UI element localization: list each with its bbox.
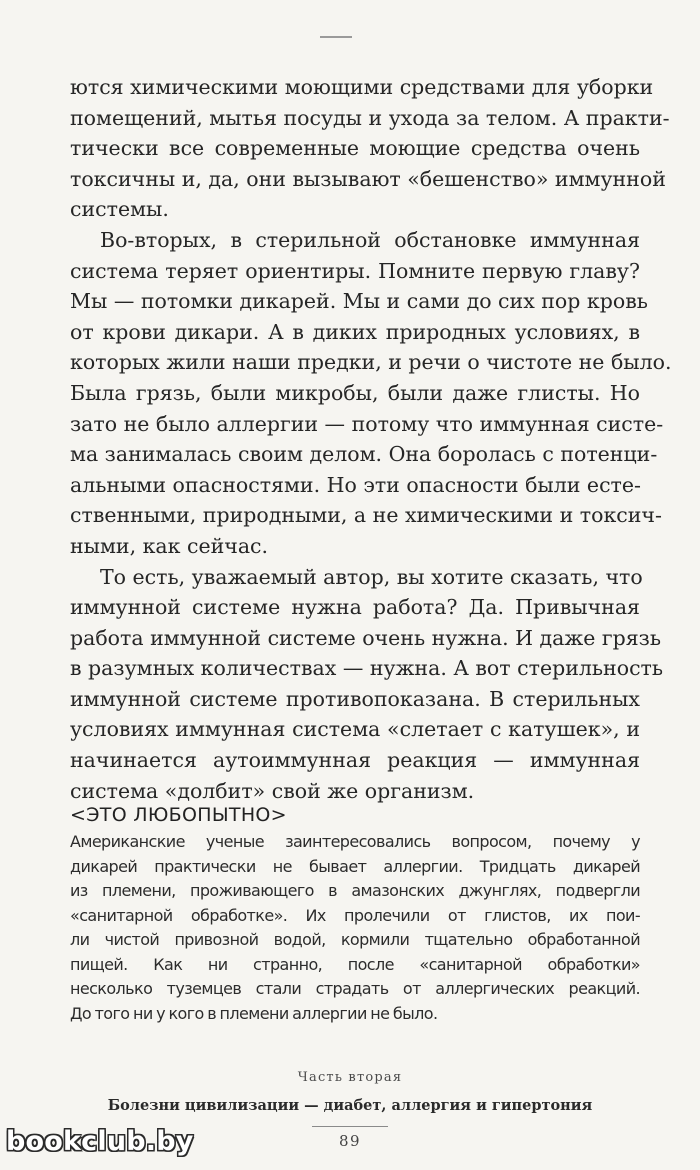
- body-line: ными, как сейчас.: [70, 533, 269, 558]
- body-line: работа иммунной системе очень нужна. И даже грязь: [70, 625, 662, 650]
- body-line: Мы — потомки дикарей. Мы и сами до сих пор кровь: [70, 289, 648, 314]
- running-header-part: Часть вторая: [297, 1070, 403, 1085]
- note-heading: <ЭТО ЛЮБОПЫТНО>: [70, 804, 287, 826]
- body-line: иммунной системе противопоказана. В стерильных: [70, 686, 640, 711]
- note-line: из племени, проживающего в амазонских джунглях, подвергли: [70, 881, 640, 900]
- top-rule: [320, 36, 352, 38]
- body-line: система теряет ориентиры. Помните первую главу?: [70, 258, 640, 283]
- note-line: ли чистой привозной водой, кормили тщательно обработанной: [70, 930, 640, 949]
- body-line: альными опасностями. Но эти опасности были есте-: [70, 472, 641, 497]
- body-line: система «долбит» свой же организм.: [70, 778, 475, 803]
- body-line: зато не было аллергии — потому что иммунная систе-: [70, 411, 664, 436]
- body-line: от крови дикари. А в диких природных условиях, в: [70, 319, 640, 344]
- page-number: 89: [338, 1132, 362, 1150]
- running-header-title: Болезни цивилизации — диабет, аллергия и гипертония: [107, 1097, 593, 1114]
- body-line: условиях иммунная система «слетает с катушек», и: [70, 717, 640, 742]
- body-line: ственными, природными, а не химическими и токсич-: [70, 503, 662, 528]
- body-line: начинается аутоиммунная реакция — иммунная: [70, 748, 640, 773]
- note-line: До того ни у кого в племени аллергии не было.: [70, 1003, 438, 1023]
- page-number-rule: [312, 1126, 388, 1127]
- body-line: Во-вторых, в стерильной обстановке иммунная: [100, 227, 640, 252]
- watermark-logo: bookclub.by: [6, 1126, 194, 1157]
- body-line: Была грязь, были микробы, были даже глисты. Но: [70, 380, 640, 405]
- note-line: несколько туземцев стали страдать от аллергических реакций.: [70, 979, 640, 998]
- body-line: ма занималась своим делом. Она боролась с потенци-: [70, 442, 658, 467]
- note-line: Американские ученые заинтересовались вопросом, почему у: [70, 832, 640, 851]
- body-line: в разумных количествах — нужна. А вот стерильность: [70, 656, 664, 681]
- body-line: То есть, уважаемый автор, вы хотите сказать, что: [100, 564, 643, 589]
- body-line: ются химическими моющими средствами для уборки: [70, 75, 654, 99]
- body-line: системы.: [70, 197, 169, 222]
- body-line: токсичны и, да, они вызывают «бешенство» иммунной: [70, 166, 666, 191]
- body-line: иммунной системе нужна работа? Да. Привычная: [70, 595, 640, 620]
- note-line: «санитарной обработке». Их пролечили от глистов, их пои-: [70, 905, 640, 925]
- body-line: тически все современные моющие средства очень: [70, 136, 640, 161]
- body-line: помещений, мытья посуды и ухода за телом. А практи-: [70, 105, 670, 130]
- body-line: которых жили наши предки, и речи о чистоте не было.: [70, 350, 672, 375]
- note-line: пищей. Как ни странно, после «санитарной обработки»: [70, 954, 640, 974]
- note-line: дикарей практически не бывает аллергии. Тридцать дикарей: [70, 856, 640, 876]
- main-text: [70, 72, 672, 806]
- sidebar-note: [70, 800, 640, 1026]
